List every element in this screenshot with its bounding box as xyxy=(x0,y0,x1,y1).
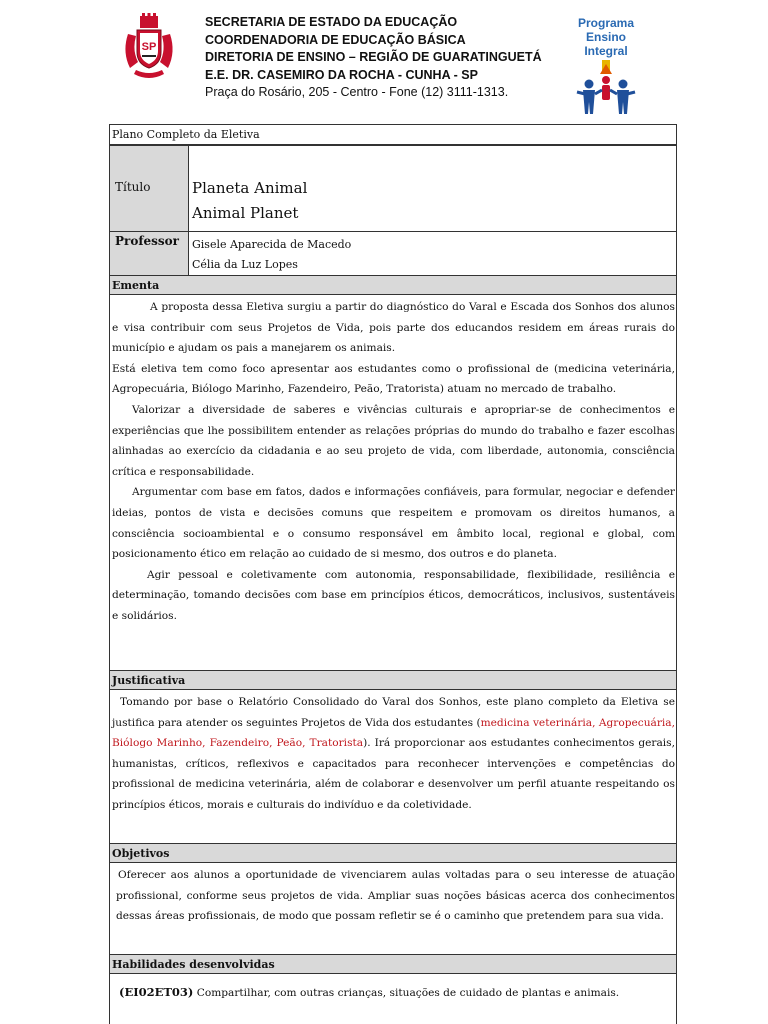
institution-address: Praça do Rosário, 205 - Centro - Fone (12) 3111-1313. xyxy=(205,85,509,99)
justificativa-heading: Justificativa xyxy=(110,670,676,690)
professor-row xyxy=(110,231,676,275)
ementa-paragraph: Valorizar a diversidade de saberes e vivências culturais e apropriar-se de conhecimentos e experiências que lhe possibilitem entender as relações próprias do mundo do trabalho e fazer escolhas alinhadas ao exercício da cidadania e ao seu projeto de vida, com liberdade, autonomia, consciência crítica e responsabilidade. xyxy=(112,403,675,478)
title-english: Animal Planet xyxy=(192,204,299,222)
people-group-icon xyxy=(571,60,641,116)
ementa-paragraph: Está eletiva tem como foco apresentar aos estudantes como o profissional de (medicina veterinária, Agropecuária, Biólogo Marinho, Fazendeiro, Peão, Tratorista) atuam no mercado de trabalho. xyxy=(112,362,675,396)
elective-plan-document xyxy=(109,124,677,1024)
ementa-paragraph: Agir pessoal e coletivamente com autonomia, responsabilidade, flexibilidade, resiliência e determinação, tomando decisões com base em princípios éticos, democráticos, inclusivos, sustentáveis e solidários. xyxy=(112,568,675,622)
professor-name: Gisele Aparecida de Macedo xyxy=(192,238,352,251)
institution-line: E.E. DR. CASEMIRO DA ROCHA - CUNHA - SP xyxy=(205,67,478,82)
justificativa-body xyxy=(110,692,676,816)
objetivos-text: Oferecer aos alunos a oportunidade de vivenciarem aulas voltadas para o seu interesse de atuação profissional, conforme seus projetos de vida. Ampliar suas noções básicas acerca dos conhecimentos dessas áreas profissionais, de modo que possam refletir se é o caminho que pretendem para sua vida. xyxy=(116,869,675,923)
justificativa-highlight: medicina veterinária, Agropecuária, Biólogo Marinho, Fazendeiro, Peão, Tratorista xyxy=(112,716,675,750)
justificativa-text: ). Irá proporcionar aos estudantes conhecimentos gerais, humanistas, críticos, reflexivos e capacitados para reconhecer intervenções e competências do profissional de medicina veterinária, além de colaborar e desenvolver um perfil atuante respeitando os princípios éticos, morais e culturais do indivíduo e da coletividade. xyxy=(112,737,675,811)
plan-section-title: Plano Completo da Eletiva xyxy=(110,125,676,145)
professor-label: Professor xyxy=(110,232,189,275)
objetivos-heading: Objetivos xyxy=(110,843,676,863)
institution-line: COORDENADORIA DE EDUCAÇÃO BÁSICA xyxy=(205,32,466,47)
ementa-heading: Ementa xyxy=(110,275,676,295)
institution-line: DIRETORIA DE ENSINO – REGIÃO DE GUARATINGUETÁ xyxy=(205,50,542,64)
habilidade-text: Compartilhar, com outras crianças, situações de cuidado de plantas e animais. xyxy=(196,987,620,999)
institution-block xyxy=(205,14,542,102)
title-label: Título xyxy=(110,146,189,231)
document-header xyxy=(0,0,768,115)
title-values xyxy=(192,176,307,226)
programa-ensino-integral-logo xyxy=(558,16,654,102)
ementa-body xyxy=(110,297,676,627)
institution-line: SECRETARIA DE ESTADO DA EDUCAÇÃO xyxy=(205,15,458,29)
professor-name: Célia da Luz Lopes xyxy=(192,258,298,271)
svg-text:SP: SP xyxy=(141,41,157,53)
title-row xyxy=(110,145,676,231)
justificativa-text: Tomando por base o Relatório Consolidado do Varal dos Sonhos, este plano completo da Eletiva se justifica para atender os seguintes Projetos de Vida dos estudantes ( xyxy=(112,696,675,729)
objetivos-body xyxy=(110,865,676,927)
professor-names xyxy=(192,235,351,275)
logo-title: Programa Ensino xyxy=(577,16,635,44)
sao-paulo-crest-logo xyxy=(120,12,178,82)
ementa-paragraph: A proposta dessa Eletiva surgiu a partir do diagnóstico do Varal e Escada dos Sonhos dos alunos e visa contribuir com seus Projetos de Vida, pois parte dos educandos residem em áreas rurais do município e ajudam os pais a manejarem os animais. xyxy=(112,301,675,355)
logo-subtitle: Integral xyxy=(584,44,628,58)
habilidades-body xyxy=(110,983,676,1002)
title-portuguese: Planeta Animal xyxy=(192,179,308,197)
habilidade-code: (EI02ET03) xyxy=(119,985,194,999)
ementa-paragraph: Argumentar com base em fatos, dados e informações confiáveis, para formular, negociar e defender ideias, pontos de vista e decisões comuns que respeitem e promovam os direitos humanos, a consciência socioambiental e o consumo responsável em âmbito local, regional e global, com posicionamento ético em relação ao cuidado de si mesmo, dos outros e do planeta. xyxy=(112,486,675,561)
habilidades-heading: Habilidades desenvolvidas xyxy=(110,954,676,974)
